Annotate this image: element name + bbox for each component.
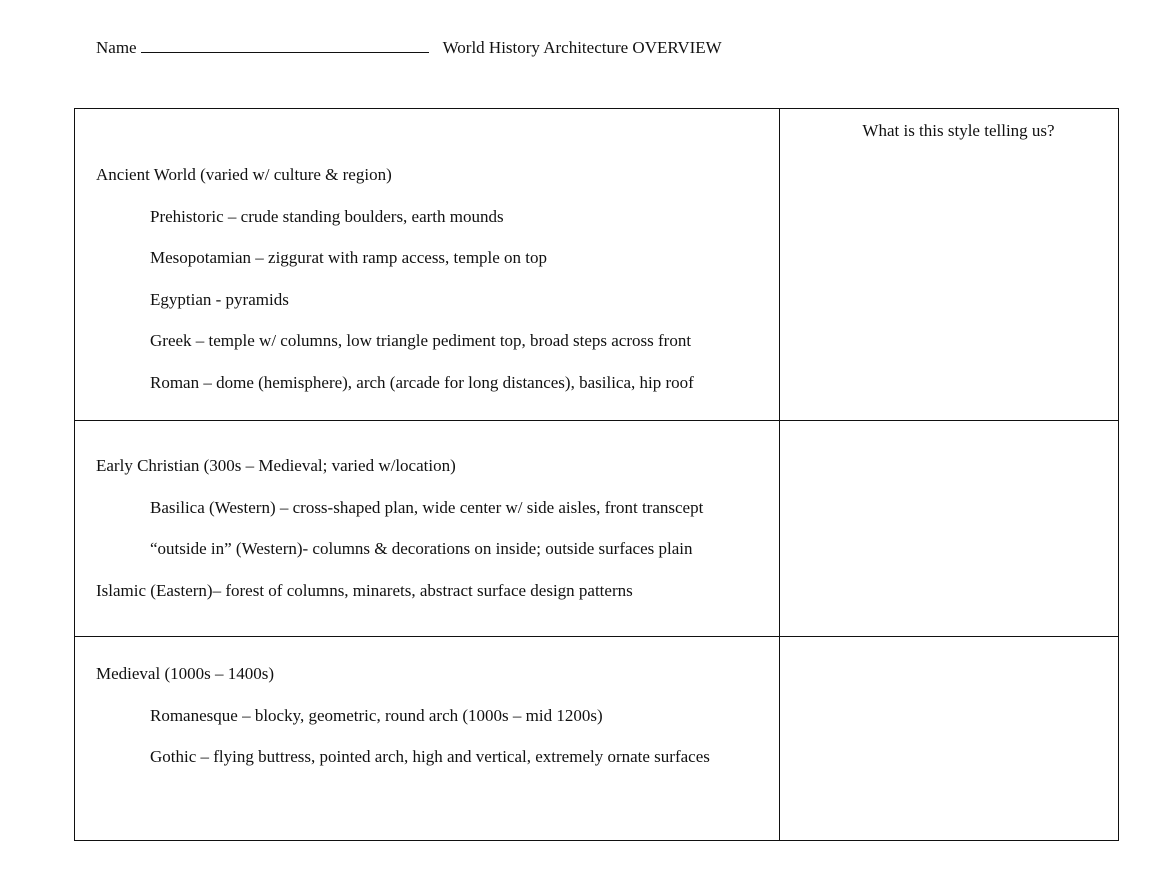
table-row [75,421,1119,637]
table-row [75,109,1119,421]
style-item: Prehistoric – crude standing boulders, earth mounds [150,206,504,226]
style-item: Basilica (Western) – cross-shaped plan, wide center w/ side aisles, front transcept [150,497,704,517]
styles-cell [75,421,780,637]
answer-cell[interactable] [780,421,1119,637]
style-item: “outside in” (Western)- columns & decorations on inside; outside surfaces plain [150,539,693,559]
style-item: Gothic – flying buttress, pointed arch, high and vertical, extremely ornate surfaces [150,747,710,767]
style-heading: Islamic (Eastern)– forest of columns, minarets, abstract surface design patterns [96,580,633,600]
style-item: Egyptian - pyramids [150,289,289,309]
style-item: Roman – dome (hemisphere), arch (arcade for long distances), basilica, hip roof [150,372,694,392]
worksheet-header [96,38,722,64]
style-heading: Early Christian (300s – Medieval; varied w/location) [96,456,456,475]
name-label: Name [96,38,137,57]
architecture-table [74,108,1119,841]
worksheet-title: World History Architecture OVERVIEW [442,38,722,57]
question-header: What is this style telling us? [862,121,1055,140]
style-heading: Ancient World (varied w/ culture & region) [96,165,392,184]
styles-cell [75,109,780,421]
style-item: Mesopotamian – ziggurat with ramp access, temple on top [150,248,548,268]
name-blank-line[interactable] [141,38,429,53]
style-item: Greek – temple w/ columns, low triangle pediment top, broad steps across front [150,331,692,351]
style-heading: Medieval (1000s – 1400s) [96,664,275,683]
styles-cell [75,637,780,841]
answer-cell[interactable] [780,109,1119,421]
answer-cell[interactable] [780,637,1119,841]
table-row [75,637,1119,841]
style-item: Romanesque – blocky, geometric, round arch (1000s – mid 1200s) [150,705,603,725]
